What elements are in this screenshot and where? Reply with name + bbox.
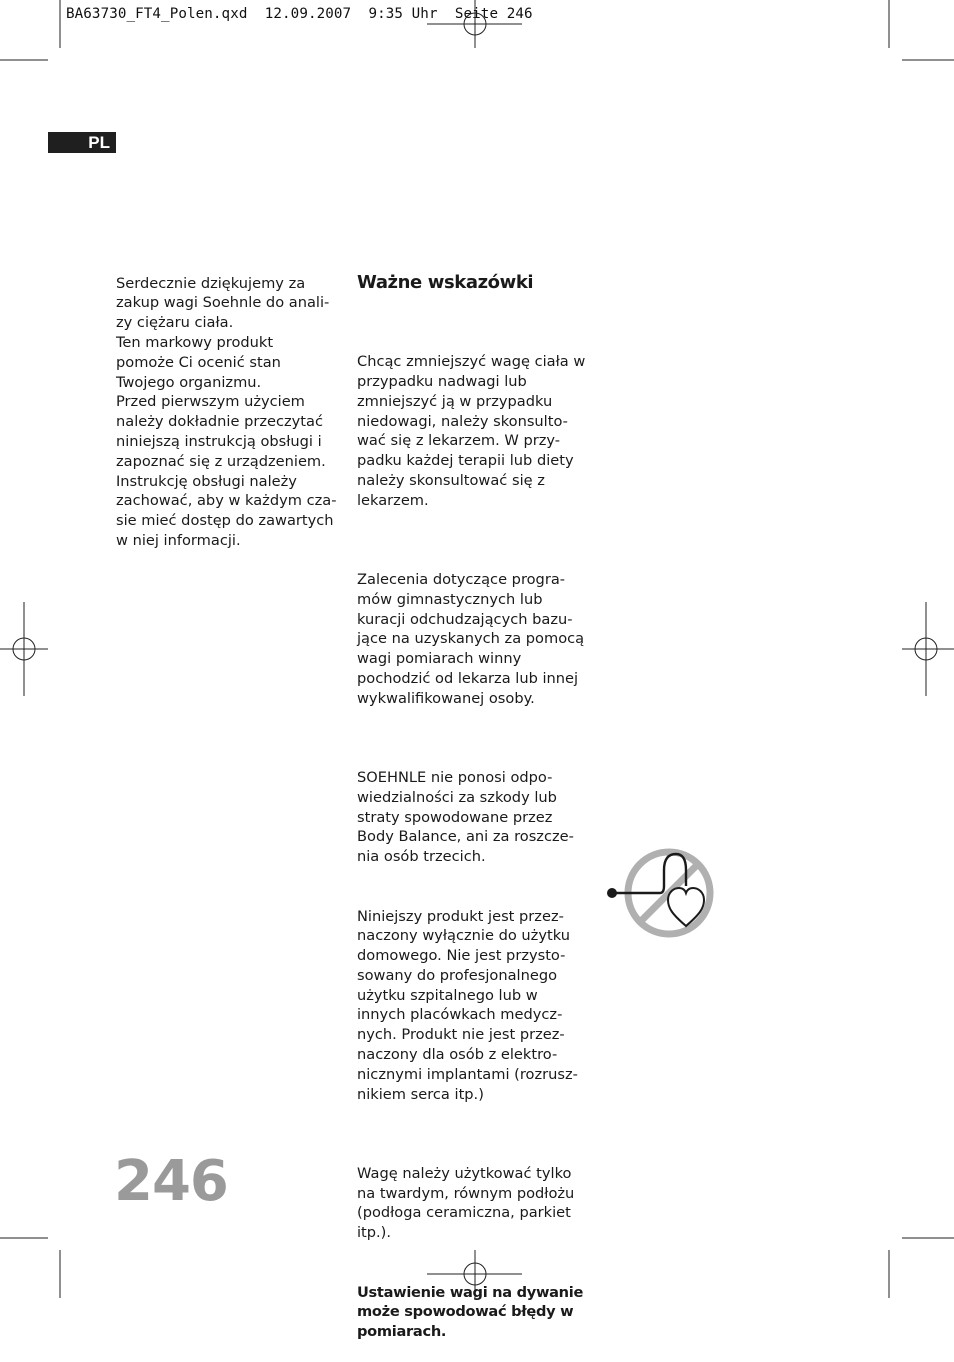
paragraph-home-use: Niniejszy produkt jest przez- naczony wyłącznie do użytku domowego. Nie jest przysto- sowany do profesjonalnego użytku szpitalnego lub w innych placówkach medycz- nych. Produkt nie jest przez- naczony dla osób z elektro- nicznymi implantami (rozrusz- nikiem serca itp.) bbox=[357, 907, 578, 1103]
language-tab: PL bbox=[48, 132, 116, 153]
paragraph-surface: Wagę należy użytkować tylko na twardym, równym podłożu (podłoga ceramiczna, parkiet itp.). bbox=[357, 1164, 575, 1242]
registration-mark-right bbox=[902, 602, 954, 696]
registration-mark-left bbox=[0, 602, 48, 696]
section-heading: Ważne wskazówki bbox=[357, 271, 534, 293]
print-slug-line: BA63730_FT4_Polen.qxd 12.09.2007 9:35 Uhr Seite 246 bbox=[66, 6, 533, 22]
page-number: 246 bbox=[114, 1149, 228, 1214]
intro-column bbox=[116, 234, 337, 571]
notes-column bbox=[357, 232, 585, 1362]
paragraph-weight-consult: Chcąc zmniejszyć wagę ciała w przypadku nadwagi lub zmniejszyć ją w przypadku niedowagi, należy skonsulto- wać się z lekarzem. W przy- padku każdej terapii lub diety należy skonsultować się z lekarzem. bbox=[357, 353, 586, 509]
no-pacemaker-icon bbox=[600, 846, 720, 946]
paragraph-carpet-warning: Ustawienie wagi na dywanie może spowodować błędy w pomiarach. bbox=[357, 1283, 584, 1341]
intro-text: Serdecznie dziękujemy za zakup wagi Soehnle do anali- zy ciężaru ciała. Ten markowy produkt pomoże Ci ocenić stan Twojego organizmu. Przed pierwszym użyciem należy dokładnie przeczytać niniejszą instrukcją obsługi i zapoznać się z urządzeniem. Instrukcję obsługi należy zachować, aby w każdym cza- sie mieć dostęp do zawartych w niej informacji. bbox=[116, 274, 337, 549]
paragraph-exercise-advice: Zalecenia dotyczące progra- mów gimnastycznych lub kuracji odchudzających bazu- jące na uzyskanych za pomocą wagi pomiarach winny pochodzić od lekarza lub innej wykwalifikowanej osoby. bbox=[357, 570, 585, 707]
paragraph-liability: SOEHNLE nie ponosi odpo- wiedzialności za szkody lub straty spowodowane przez Body Balance, ani za roszcze- nia osób trzecich. bbox=[357, 768, 574, 866]
registration-mark-top bbox=[427, 0, 522, 48]
